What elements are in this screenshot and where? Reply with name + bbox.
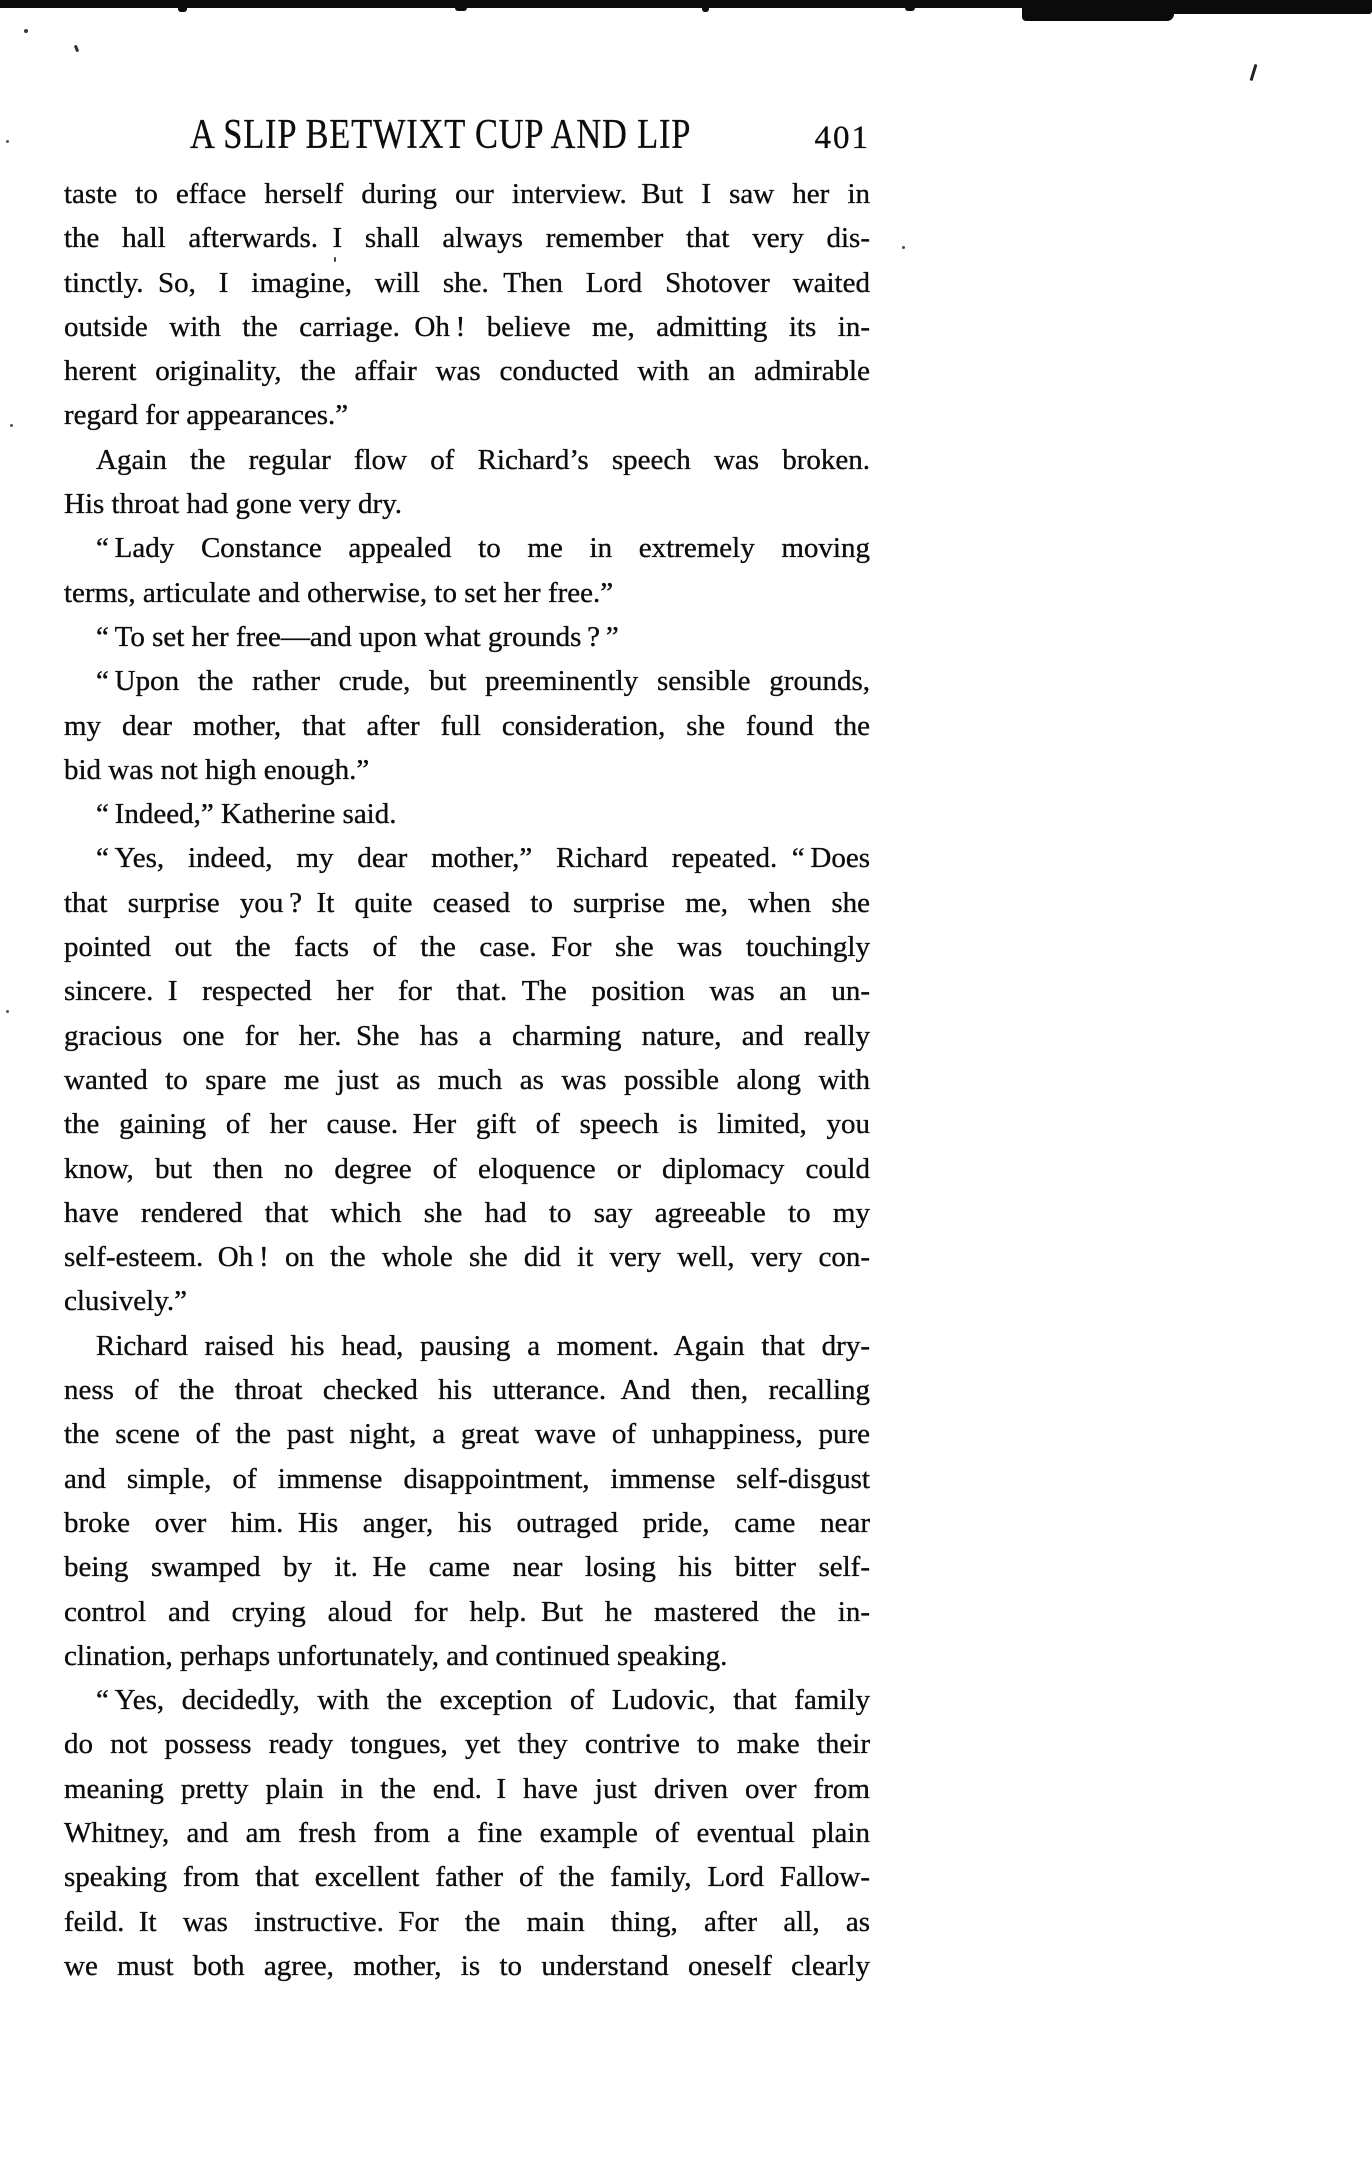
text-line: my dear mother, that after full consideration, she found the xyxy=(64,709,870,742)
text-line: know, but then no degree of eloquence or diplomacy could xyxy=(64,1152,870,1185)
paragraph xyxy=(64,792,870,836)
ink-speck xyxy=(10,424,13,427)
text-line: and simple, of immense disappointment, immense self-disgust xyxy=(64,1462,870,1495)
text-line: the gaining of her cause. Her gift of speech is limited, you xyxy=(64,1108,870,1141)
paragraph xyxy=(64,1324,870,1678)
text-line: “ Yes, decidedly, with the exception of Ludovic, that family xyxy=(96,1684,870,1717)
text-line: control and crying aloud for help. But he mastered the in- xyxy=(64,1595,870,1628)
paragraph xyxy=(64,438,870,527)
text-line: Richard raised his head, pausing a moment. Again that dry- xyxy=(96,1329,870,1362)
text-line: Whitney, and am fresh from a fine example of eventual plain xyxy=(64,1816,870,1849)
text-line: “ To set her free—and upon what grounds ? ” xyxy=(96,620,619,653)
text-line: taste to efface herself during our interview. But I saw her in xyxy=(64,178,870,210)
scan-edge-artifact xyxy=(455,0,467,11)
text-line: being swamped by it. He came near losing his bitter self- xyxy=(64,1551,870,1584)
running-header-title: A SLIP BETWIXT CUP AND LIP xyxy=(190,112,692,158)
text-line: “ Lady Constance appealed to me in extremely moving xyxy=(96,532,870,565)
paragraph xyxy=(64,172,870,438)
ink-speck xyxy=(74,45,79,53)
paragraph xyxy=(64,615,870,659)
text-line: broke over him. His anger, his outraged pride, came near xyxy=(64,1506,870,1539)
text-line: terms, articulate and otherwise, to set her free.” xyxy=(64,576,614,609)
page-number: 401 xyxy=(814,120,870,156)
scan-edge-artifact xyxy=(905,0,915,11)
ink-speck xyxy=(6,1010,9,1013)
text-line: do not possess ready tongues, yet they contrive to make their xyxy=(64,1728,870,1761)
scan-edge-artifact xyxy=(178,0,187,12)
text-line: regard for appearances.” xyxy=(64,399,349,432)
text-line: “ Yes, indeed, my dear mother,” Richard repeated. “ Does xyxy=(96,842,870,875)
text-line: His throat had gone very dry. xyxy=(64,488,402,521)
ink-speck xyxy=(24,29,28,33)
text-line: pointed out the facts of the case. For she was touchingly xyxy=(64,931,870,964)
text-line: the scene of the past night, a great wave of unhappiness, pure xyxy=(64,1418,870,1451)
text-line: tinctly. So, I imagine, will she. Then Lord Shotover waited xyxy=(64,266,870,299)
paragraph xyxy=(64,659,870,792)
text-line: the hall afterwards. I shall always remember that very dis- xyxy=(64,222,870,255)
text-line: outside with the carriage. Oh ! believe me, admitting its in- xyxy=(64,310,870,343)
text-line: that surprise you ? It quite ceased to surprise me, when she xyxy=(64,886,870,919)
text-line: self-esteem. Oh ! on the whole she did it very well, very con- xyxy=(64,1241,870,1274)
text-line: bid was not high enough.” xyxy=(64,753,370,786)
text-line: sincere. I respected her for that. The position was an un- xyxy=(64,975,870,1008)
paragraph xyxy=(64,836,870,1323)
text-line: herent originality, the affair was conducted with an admirable xyxy=(64,355,870,388)
text-line: gracious one for her. She has a charming nature, and really xyxy=(64,1019,870,1052)
paragraph xyxy=(64,1678,870,1988)
text-line: clusively.” xyxy=(64,1285,187,1318)
running-header xyxy=(64,112,870,158)
scan-edge-artifact xyxy=(1164,0,1372,14)
text-line: “ Upon the rather crude, but preeminently sensible grounds, xyxy=(96,665,870,698)
text-line: meaning pretty plain in the end. I have just driven over from xyxy=(64,1772,870,1805)
text-line: “ Indeed,” Katherine said. xyxy=(96,798,397,831)
body-text xyxy=(64,172,870,1988)
paragraph xyxy=(64,526,870,615)
ink-speck xyxy=(902,246,905,249)
text-line: have rendered that which she had to say agreeable to my xyxy=(64,1196,870,1229)
text-line: Again the regular flow of Richard’s speech was broken. xyxy=(96,443,870,476)
text-line: wanted to spare me just as much as was possible along with xyxy=(64,1063,870,1096)
ink-speck xyxy=(6,140,9,143)
text-line: we must both agree, mother, is to understand oneself clearly xyxy=(64,1949,870,1982)
ink-speck xyxy=(1250,64,1258,81)
text-line: clination, perhaps unfortunately, and continued speaking. xyxy=(64,1639,728,1672)
text-line: speaking from that excellent father of the family, Lord Fallow- xyxy=(64,1861,870,1894)
scan-edge-artifact xyxy=(1022,0,1174,21)
scan-edge-artifact xyxy=(702,0,709,12)
text-line: feild. It was instructive. For the main thing, after all, as xyxy=(64,1905,870,1938)
text-line: ness of the throat checked his utterance. And then, recalling xyxy=(64,1374,870,1407)
